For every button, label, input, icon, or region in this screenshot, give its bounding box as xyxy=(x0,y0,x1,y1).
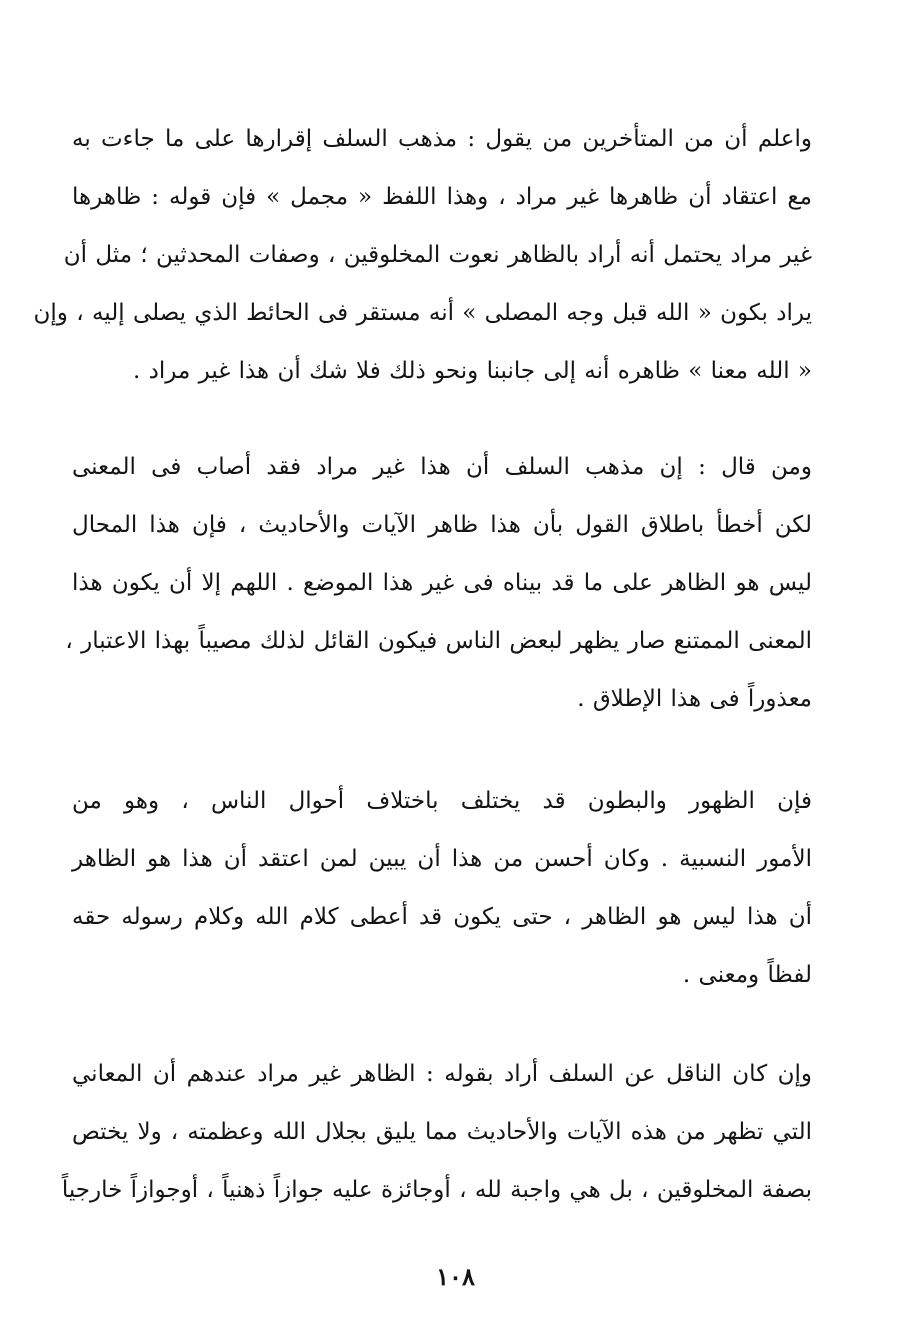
paragraph-3 xyxy=(72,772,812,1004)
paragraph-1 xyxy=(33,110,812,400)
text-line: لفظاً ومعنى . xyxy=(682,962,812,988)
text-line: فإن الظهور والبطون قد يختلف باختلاف أحوال الناس ، وهو من xyxy=(72,788,812,814)
text-line: « الله معنا » ظاهره أنه إلى جانبنا ونحو ذلك فلا شك أن هذا غير مراد . xyxy=(133,358,812,384)
text-line: ومن قال : إن مذهب السلف أن هذا غير مراد فقد أصاب فى المعنى xyxy=(72,454,812,480)
text-line: أن هذا ليس هو الظاهر ، حتى يكون قد أعطى كلام الله وكلام رسوله حقه xyxy=(72,904,812,930)
text-line: مع اعتقاد أن ظاهرها غير مراد ، وهذا اللفظ « مجمل » فإن قوله : ظاهرها xyxy=(72,184,812,210)
text-line: لكن أخطأ باطلاق القول بأن هذا ظاهر الآيات والأحاديث ، فإن هذا المحال xyxy=(72,512,812,538)
text-line: يراد بكون « الله قبل وجه المصلى » أنه مستقر فى الحائط الذي يصلى إليه ، وإن xyxy=(33,300,812,326)
text-line: واعلم أن من المتأخرين من يقول : مذهب السلف إقرارها على ما جاءت به xyxy=(72,126,812,152)
paragraph-4 xyxy=(61,1045,812,1219)
text-line: التي تظهر من هذه الآيات والأحاديث مما يليق بجلال الله وعظمته ، ولا يختص xyxy=(72,1119,812,1145)
paragraph-2 xyxy=(65,438,812,728)
text-line: الأمور النسبية . وكان أحسن من هذا أن يبين لمن اعتقد أن هذا هو الظاهر xyxy=(72,846,812,872)
text-line: المعنى الممتنع صار يظهر لبعض الناس فيكون القائل لذلك مصيباً بهذا الاعتبار ، xyxy=(65,628,812,654)
text-line: بصفة المخلوقين ، بل هي واجبة لله ، أوجائزة عليه جوازاً ذهنياً ، أوجوازاً خارجياً xyxy=(61,1177,812,1203)
text-line: معذوراً فى هذا الإطلاق . xyxy=(577,686,812,712)
text-line: غير مراد يحتمل أنه أراد بالظاهر نعوت المخلوقين ، وصفات المحدثين ؛ مثل أن xyxy=(63,242,812,268)
text-line: ليس هو الظاهر على ما قد بيناه فى غير هذا الموضع . اللهم إلا أن يكون هذا xyxy=(72,570,812,596)
page-number: ١٠٨ xyxy=(436,1262,475,1291)
text-line: وإن كان الناقل عن السلف أراد بقوله : الظاهر غير مراد عندهم أن المعاني xyxy=(72,1061,812,1087)
